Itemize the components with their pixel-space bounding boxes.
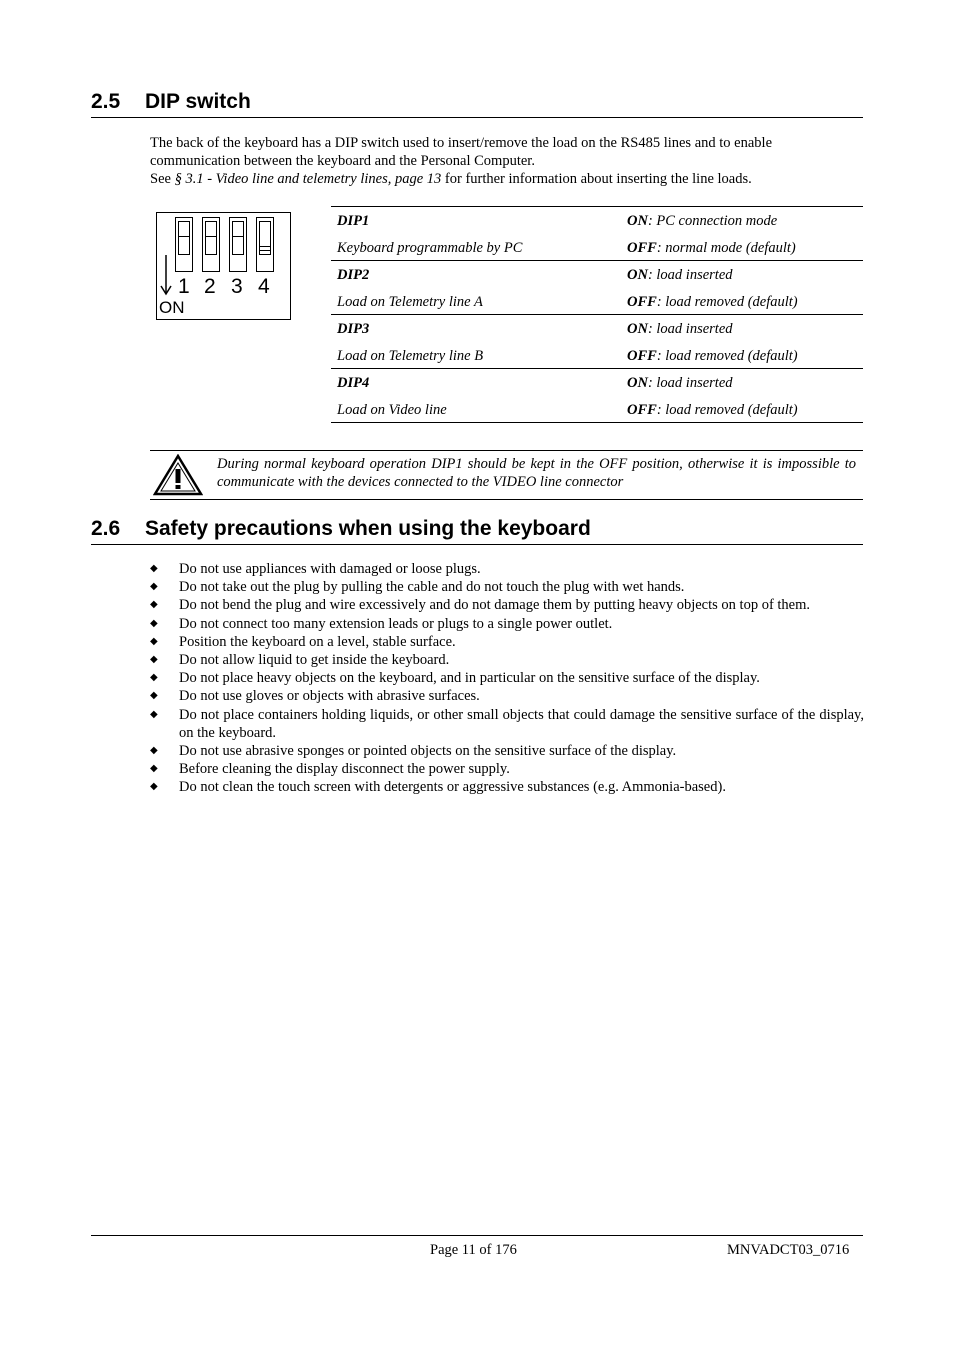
list-item: ◆ Do not use abrasive sponges or pointed objects on the sensitive surface of the display. (150, 743, 677, 760)
dip-row-4 (331, 369, 863, 423)
bullet-icon: ◆ (150, 635, 158, 647)
dip-off-state: OFF: load removed (default) (627, 294, 798, 310)
dip-number-4: 4 (258, 275, 270, 298)
para-see-line (150, 170, 863, 188)
list-item: ◆ Do not place heavy objects on the keyboard, and in particular on the sensitive surface of the display. (150, 670, 760, 687)
list-item: ◆ Before cleaning the display disconnect the power supply. (150, 761, 510, 778)
section-heading-2-6 (91, 517, 863, 545)
list-item: ◆ Do not use appliances with damaged or loose plugs. (150, 561, 481, 577)
section-heading-2-5 (91, 90, 863, 118)
para-see-prefix: See (150, 171, 175, 187)
dip-switch-diagram (156, 212, 291, 320)
section-title: DIP switch (145, 90, 251, 113)
footer-divider (91, 1235, 863, 1236)
bullet-icon: ◆ (150, 654, 158, 666)
bullet-icon: ◆ (150, 690, 158, 702)
dip-on-label: ON (159, 298, 185, 317)
para-line-1: The back of the keyboard has a DIP switch used to insert/remove the load on the RS485 lines and to enable (150, 135, 772, 151)
dip-number-3: 3 (231, 275, 243, 298)
dip-on-state: ON: load inserted (627, 375, 733, 391)
warning-text: During normal keyboard operation DIP1 should be kept in the OFF position, otherwise it is impossible to communicate with the devices connected to the VIDEO line connector (217, 456, 856, 490)
dip-number-2: 2 (204, 275, 216, 298)
dip-switch-3 (229, 217, 247, 272)
intro-paragraph (150, 134, 863, 188)
section-number: 2.5 (91, 90, 121, 113)
dip-off-state: OFF: normal mode (default) (627, 240, 796, 256)
bullet-icon: ◆ (150, 599, 158, 611)
bullet-icon: ◆ (150, 708, 158, 720)
dip-off-state: OFF: load removed (default) (627, 402, 798, 418)
dip-desc: Keyboard programmable by PC (337, 240, 523, 256)
dip-row-3 (331, 315, 863, 369)
dip-on-state: ON: PC connection mode (627, 213, 778, 229)
dip-row-2 (331, 261, 863, 315)
down-arrow-icon (159, 253, 173, 297)
dip-switch-2 (202, 217, 220, 272)
list-item: ◆ Position the keyboard on a level, stable surface. (150, 633, 456, 650)
dip-name: DIP2 (337, 267, 370, 283)
bullet-icon: ◆ (150, 781, 158, 793)
dip-on-state: ON: load inserted (627, 321, 733, 337)
bullet-icon: ◆ (150, 617, 158, 629)
list-item: ◆ Do not take out the plug by pulling the cable and do not touch the plug with wet hands. (150, 579, 685, 596)
dip-name: DIP3 (337, 321, 370, 337)
dip-desc: Load on Video line (337, 402, 447, 418)
bullet-icon: ◆ (150, 672, 158, 684)
list-item: ◆ Do not place containers holding liquids, or other small objects that could damage the sensitive surface of the display, on the keyboard. (150, 706, 864, 741)
warning-note (150, 450, 863, 500)
cross-reference-link[interactable]: § 3.1 - Video line and telemetry lines, page 13 (174, 171, 442, 187)
dip-desc: Load on Telemetry line B (337, 348, 484, 364)
list-item: ◆ Do not clean the touch screen with detergents or aggressive substances (e.g. Ammonia-based). (150, 779, 726, 796)
bullet-icon: ◆ (150, 581, 158, 593)
document-code: MNVADCT03_0716 (727, 1242, 850, 1258)
dip-switch-4 (256, 217, 274, 272)
dip-name: DIP1 (337, 213, 370, 229)
dip-switch-1 (175, 217, 193, 272)
list-item: ◆ Do not connect too many extension leads or plugs to a single power outlet. (150, 615, 613, 632)
dip-off-state: OFF: load removed (default) (627, 348, 798, 364)
section-number: 2.6 (91, 517, 121, 540)
dip-name: DIP4 (337, 375, 370, 391)
bullet-icon: ◆ (150, 563, 158, 574)
safety-list (150, 560, 864, 797)
dip-row-1 (331, 207, 863, 261)
page-number: Page 11 of 176 (430, 1242, 517, 1258)
dip-number-1: 1 (178, 275, 190, 298)
warning-triangle-icon (153, 454, 203, 496)
para-line-2: communication between the keyboard and the Personal Computer. (150, 153, 535, 169)
bullet-icon: ◆ (150, 745, 158, 757)
list-item: ◆ Do not allow liquid to get inside the keyboard. (150, 652, 450, 669)
section-title: Safety precautions when using the keyboard (145, 517, 591, 540)
dip-desc: Load on Telemetry line A (337, 294, 483, 310)
bullet-icon: ◆ (150, 763, 158, 775)
list-item: ◆ Do not bend the plug and wire excessively and do not damage them by putting heavy objects on top of them. (150, 597, 811, 614)
para-see-suffix: for further information about inserting the line loads. (441, 171, 752, 187)
list-item: ◆ Do not use gloves or objects with abrasive surfaces. (150, 688, 480, 705)
dip-on-state: ON: load inserted (627, 267, 733, 283)
dip-table (331, 206, 863, 423)
